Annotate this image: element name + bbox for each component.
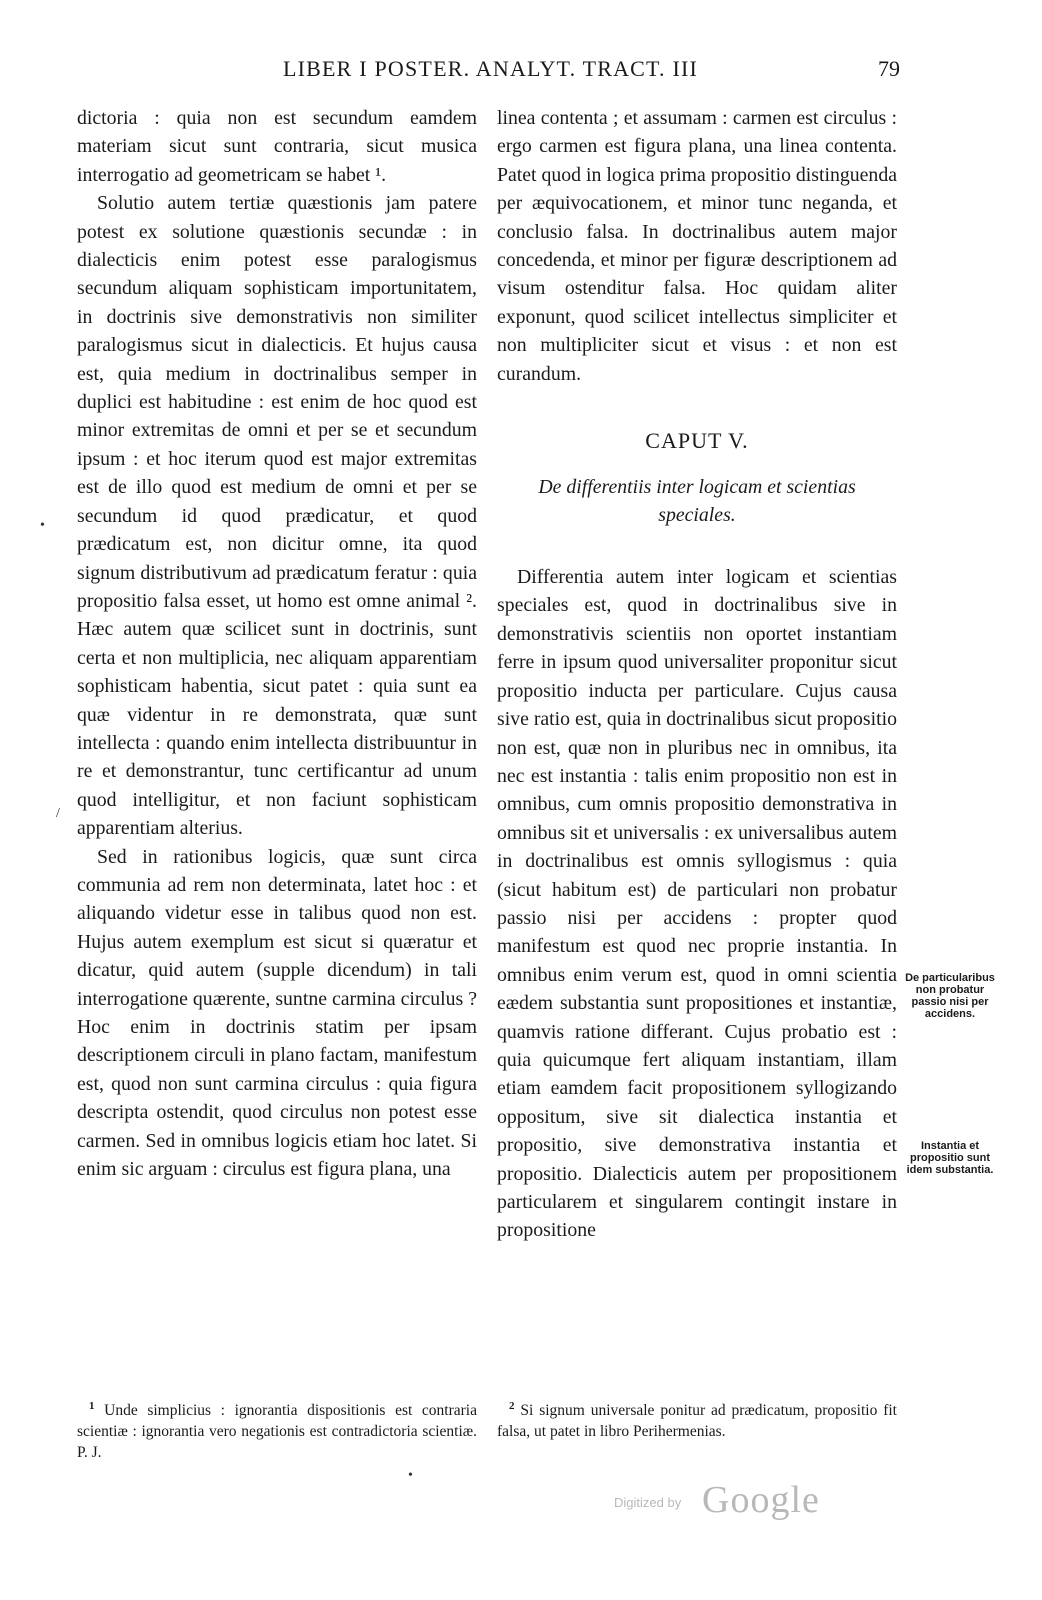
- footnote-right: [497, 1396, 897, 1442]
- footnote-text: Unde simplicius : ignorantia dispositionis est contraria scientiæ : ignorantia vero negationis est contradictoria scientiæ. P. J.: [77, 1402, 477, 1462]
- page-number: 79: [878, 56, 900, 81]
- chapter-title: CAPUT V.: [645, 428, 749, 454]
- left-column: [77, 104, 477, 1183]
- paragraph: Differentia autem inter logicam et scientias speciales est, quod in doctrinalibus sive in demonstrativis scientiis non oportet instantiam ferre in ipsum quod universaliter proponitur sicut propositio inducta per particulare. Cujus causa sive ratio est, quia in doctrinalibus sicut propositio non est, quæ non in pluribus nec in omnibus, ita nec est instantia : talis enim propositio non est in omnibus, cum omnis propositio demonstrativa in omnibus sit et universalis : ex universalibus autem in doctrinalibus est omnis syllogismus : quia (sicut habitum est) de particulari non probatur passio nisi per accidens : propter quod manifestum est quod nec proprie instantia. In omnibus enim verum est, quod in omni scientia eædem substantia sunt propositiones et instantiæ, quamvis ratione differant. Cujus probatio est : quia quicumque fert aliquam instantiam, illam etiam eamdem facit propositionem syllogizando oppositum, sive sit dialectica instantia et propositio, sive demonstrativa instantia et propositio. Dialecticis autem per propositionem particularem et singularem contingit instare in propositione: [497, 566, 897, 1242]
- stray-dot-mark: •: [40, 518, 45, 533]
- stray-stroke-mark: /: [56, 806, 60, 821]
- google-logo: Google: [702, 1479, 820, 1521]
- right-column: [497, 104, 897, 1245]
- chapter-subtitle: De differentiis inter logicam et scientias speciales.: [538, 476, 856, 527]
- paragraph: Sed in rationibus logicis, quæ sunt circa communia ad rem non determinata, latet hoc : et aliquando videtur esse in talibus quod non est. Hujus autem exemplum est sicut si quæratur et dicatur, quid autem (supple dicendum) in tali interrogatione quærente, suntne carmina circulus ? Hoc enim in doctrinis statim per ipsam descriptionem circuli in plano factam, manifestum est, quod non sunt carmina circulus : quia figura descripta ostendit, quod circulus non potest esse carmen. Sed in omnibus logicis etiam hoc latet. Si enim sic arguam : circulus est figura plana, una: [77, 845, 477, 1181]
- stray-dot-mark: •: [408, 1468, 413, 1483]
- footnote-left: [77, 1396, 477, 1463]
- margin-note: Instantia et propositio sunt idem substantia.: [906, 1140, 994, 1176]
- footnote-mark: 2: [509, 1400, 515, 1412]
- digitized-label: Digitized by: [614, 1495, 682, 1510]
- paragraph: dictoria : quia non est secundum eamdem materiam sicut sunt contraria, sicut musica interrogatio ad geometricam se habet ¹.: [77, 107, 477, 186]
- chapter-gap: [497, 529, 897, 563]
- footnote-mark: 1: [89, 1400, 95, 1412]
- footnote-text: Si signum universale ponitur ad prædicatum, propositio fit falsa, ut patet in libro Perihermenias.: [497, 1402, 897, 1441]
- paragraph: linea contenta ; et assumam : carmen est circulus : ergo carmen est figura plana, una linea contenta. Patet quod in logica prima propositio distinguenda per æquivocationem, et minor tunc neganda, et conclusio falsa. In doctrinalibus autem major concedenda, et minor per figuræ descriptionem ad visum ostenditur falsa. Hoc quidam aliter exponunt, quod scilicet intellectus simpliciter et non multipliciter sicut et visus : et non est curandum.: [497, 107, 897, 385]
- running-head: [0, 56, 1042, 88]
- margin-note: De particularibus non probatur passio nisi per accidens.: [905, 972, 995, 1020]
- paragraph: Solutio autem tertiæ quæstionis jam patere potest ex solutione quæstionis secundæ : in dialecticis enim potest esse paralogismus secundum aliquam sophisticam importunitatem, in doctrinis sive demonstrativis non similiter paralogismus sicut in dialecticis. Et hujus causa est, quia medium in doctrinalibus semper in duplici est habitudine : est enim de hoc quod est minor extremitas de omni et per se et secundum ipsum : et hoc iterum quod est major extremitas est de illo quod est medium de omni et per se secundum id quod prædicatur, et quod prædicatum est, non dicitur omne, ita quod signum distributivum ad prædicatum feratur : quia propositio falsa esset, ut homo est omne animal ². Hæc autem quæ scilicet sunt in doctrinis, sunt certa et non multiplicia, nec aliquam apparentiam sophisticam habentia, sicut patet : quia sunt ea quæ videntur in re demonstrata, quæ sunt intellecta : quando enim intellecta distribuuntur in re et demonstrantur, tunc certificantur ad unum quod intelligitur, et non faciunt sophisticam apparentiam alterius.: [77, 192, 477, 840]
- running-title: LIBER I POSTER. ANALYT. TRACT. III: [283, 56, 699, 81]
- digitized-watermark: [614, 1478, 854, 1521]
